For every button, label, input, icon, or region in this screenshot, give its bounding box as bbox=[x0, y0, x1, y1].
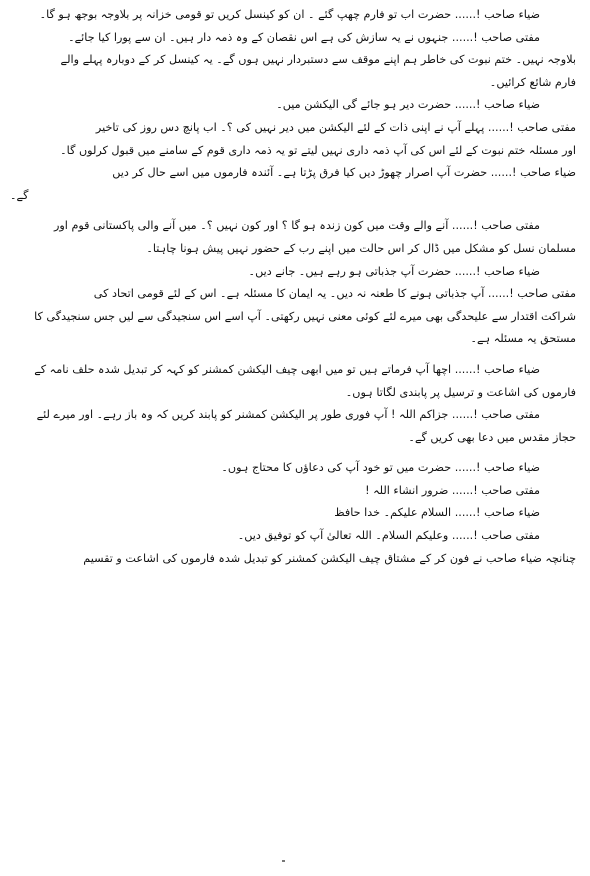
text-line: مفتی صاحب !...... جنہوں نے یہ سازش کی ہے اس نقصان کے وہ ذمہ دار ہیں۔ ان سے پورا کیا جائے۔ bbox=[68, 30, 540, 44]
text-line: گے۔ bbox=[10, 188, 29, 202]
text-line: حجاز مقدس میں دعا بھی کریں گے۔ bbox=[408, 430, 576, 444]
text-line: ضیاء صاحب !...... حضرت دیر ہو جائے گی الیکشن میں۔ bbox=[276, 98, 540, 112]
text-line: فارموں کی اشاعت و ترسیل پر پابندی لگاتا ہوں۔ bbox=[345, 385, 576, 399]
text-line: ضیاء صاحب !...... حضرت میں تو خود آپ کی دعاؤں کا محتاج ہوں۔ bbox=[221, 461, 540, 475]
text-line: مستحق یہ مسئلہ ہے۔ bbox=[470, 332, 576, 346]
text-line: شراکت اقتدار سے علیحدگی بھی میرے لئے کوئی معنی نہیں رکھتی۔ آپ اسے اس سنجیدگی سے لیں جس سنجیدگی کا bbox=[34, 309, 576, 323]
text-line: ضیاء صاحب !...... حضرت آپ جذباتی ہو رہے ہیں۔ جانے دیں۔ bbox=[248, 264, 540, 278]
text-line: ضیاء صاحب !...... السلام علیکم۔ خدا حافظ bbox=[334, 506, 540, 520]
text-line: فارم شائع کرائیں۔ bbox=[489, 75, 576, 89]
text-line: مفتی صاحب !...... ضرور انشاء اللہ ! bbox=[365, 483, 540, 497]
text-line: ضیاء صاحب !...... اچھا آپ فرماتے ہیں تو میں ابھی چیف الیکشن کمشنر کو کہہ کر تبدیل شدہ حلف نامہ کے bbox=[34, 362, 540, 376]
text-line: مفتی صاحب !...... پہلے آپ نے اپنی ذات کے لئے الیکشن میں دیر نہیں کی ؟۔ اب پانچ دس روز کی تاخیر bbox=[95, 120, 576, 134]
text-line: مفتی صاحب !...... آپ جذباتی ہونے کا طعنہ نہ دیں۔ یہ ایمان کا مسئلہ ہے۔ اس کے لئے قومی اتحاد کی bbox=[93, 287, 576, 301]
text-line: بلاوجہ نہیں۔ ختم نبوت کی خاطر ہم اپنے موقف سے دستبردار نہیں ہوں گے۔ یہ کینسل کر کے دوبارہ پہلے والے bbox=[60, 53, 576, 67]
text-line: ضیاء صاحب !...... حضرت آپ اصرار چھوڑ دیں کیا فرق پڑتا ہے۔ آئندہ فارموں میں اسے حال کر دیں bbox=[112, 166, 576, 180]
text-line: مفتی صاحب !...... آنے والے وقت میں کون زندہ ہو گا ؟ اور کون نہیں ؟۔ میں آنے والی پاکستانی قوم اور bbox=[53, 219, 540, 233]
text-line: مفتی صاحب !...... وعلیکم السلام۔ اللہ تعالیٰ آپ کو توفیق دیں۔ bbox=[237, 529, 540, 543]
text-line: اور مسئلہ ختم نبوت کے لئے اس کی آپ ذمہ داری نہیں لیتے تو یہ ذمہ داری قوم کے سامنے میں قبول کرلوں گا۔ bbox=[60, 143, 576, 157]
text-line: ضیاء صاحب !...... حضرت اب تو فارم چھپ گئے ۔ ان کو کینسل کریں تو قومی خزانہ پر بلاوجہ بوجھ ہو گا۔ bbox=[39, 8, 540, 21]
text-line: مفتی صاحب !...... جزاکم اللہ ! آپ فوری طور پر الیکشن کمشنر کو پابند کریں کہ وہ باز رہے۔ اور میرے لئے bbox=[36, 408, 540, 422]
text-line: مسلمان نسل کو مشکل میں ڈال کر اس حالت میں اپنے رب کے حضور نہیں پیش ہونا چاہتا۔ bbox=[146, 241, 576, 255]
page-mark bbox=[282, 860, 285, 862]
text-line: چنانچہ ضیاء صاحب نے فون کر کے مشتاق چیف الیکشن کمشنر کو تبدیل شدہ فارموں کی اشاعت و تقسیم bbox=[83, 551, 576, 565]
